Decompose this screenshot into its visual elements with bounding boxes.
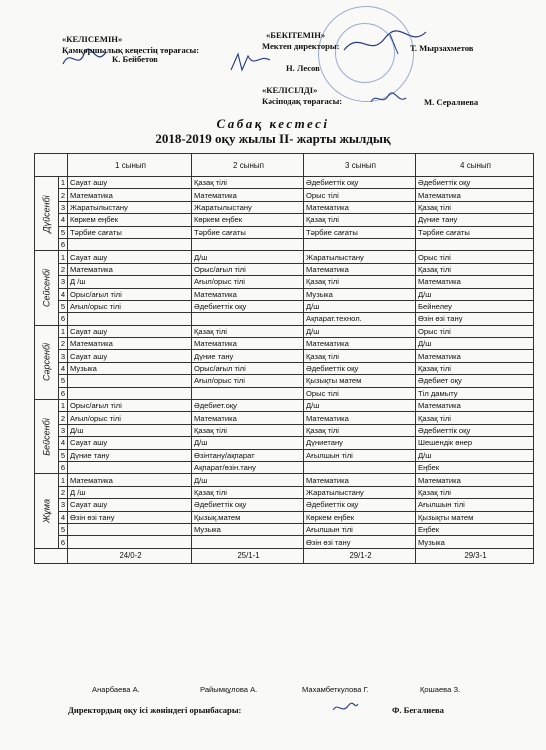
lesson-cell: Ағыл/орыс тілі: [68, 300, 192, 312]
lesson-cell: Сауат ашу: [68, 177, 192, 189]
lesson-number: 2: [59, 338, 68, 350]
room-code: 29/1-2: [304, 548, 416, 563]
lesson-cell: [192, 536, 304, 548]
room-code-row: [35, 548, 534, 563]
lesson-number: 1: [59, 251, 68, 263]
lesson-cell: [68, 523, 192, 535]
lesson-cell: Математика: [416, 189, 534, 201]
lesson-cell: Д /ш: [68, 276, 192, 288]
lesson-cell: Д/ш: [192, 474, 304, 486]
lesson-cell: [68, 375, 192, 387]
lesson-cell: Д/ш: [192, 437, 304, 449]
lesson-cell: Музыка: [304, 288, 416, 300]
lesson-number: 4: [59, 511, 68, 523]
lesson-cell: [192, 313, 304, 325]
lesson-cell: Орыс/ағыл тілі: [68, 288, 192, 300]
class-teacher: Анарбаева А.: [92, 685, 140, 694]
room-code: 29/3-1: [416, 548, 534, 563]
union-role: Кәсіподақ төрағасы:: [262, 96, 343, 106]
director-role: Мектеп директоры:: [262, 41, 340, 51]
lesson-cell: Математика: [192, 338, 304, 350]
lesson-number: 4: [59, 437, 68, 449]
lesson-number: 4: [59, 288, 68, 300]
day-name: Жұма: [41, 499, 51, 524]
lesson-cell: Математика: [416, 350, 534, 362]
lesson-cell: Дүние тану: [416, 214, 534, 226]
lesson-cell: [416, 238, 534, 250]
lesson-cell: Әдебиеттік оқу: [304, 499, 416, 511]
lesson-cell: Қазақ тілі: [192, 325, 304, 337]
day-label: [35, 251, 59, 325]
lesson-row: [35, 449, 534, 461]
lesson-cell: [192, 238, 304, 250]
lesson-cell: Математика: [304, 201, 416, 213]
lesson-cell: Д/ш: [68, 424, 192, 436]
day-label: [35, 400, 59, 474]
lesson-row: [35, 474, 534, 486]
lesson-row: [35, 313, 534, 325]
lesson-cell: Көркем еңбек: [68, 214, 192, 226]
lesson-cell: Өзін өзі тану: [416, 313, 534, 325]
lesson-row: [35, 226, 534, 238]
lesson-cell: Жаратылыстану: [192, 201, 304, 213]
lesson-cell: Қазақ тілі: [416, 362, 534, 374]
lesson-cell: Музыка: [192, 523, 304, 535]
class-header: 2 сынып: [192, 154, 304, 177]
lesson-cell: Математика: [192, 288, 304, 300]
lesson-cell: Музыка: [416, 536, 534, 548]
lesson-number: 3: [59, 276, 68, 288]
lesson-cell: Әдебиеттік оқу: [304, 177, 416, 189]
lesson-cell: Еңбек: [416, 461, 534, 473]
lesson-cell: Д/ш: [416, 449, 534, 461]
lesson-row: [35, 350, 534, 362]
lesson-row: [35, 251, 534, 263]
lesson-cell: Жаратылыстану: [68, 201, 192, 213]
lesson-cell: Сауат ашу: [68, 350, 192, 362]
lesson-cell: Д/ш: [192, 251, 304, 263]
council-role: Қамқоршылық кеңестің төрағасы:: [62, 45, 200, 55]
lesson-row: [35, 338, 534, 350]
lesson-cell: Математика: [416, 474, 534, 486]
lesson-cell: Орыс тілі: [416, 251, 534, 263]
day-label: [35, 177, 59, 251]
lesson-cell: Математика: [68, 263, 192, 275]
lesson-cell: Қазақ тілі: [304, 214, 416, 226]
lesson-cell: Математика: [416, 276, 534, 288]
deputy-role: Директордың оқу ісі жөніндегі орынбасары:: [68, 705, 242, 715]
lesson-cell: Тәрбие сағаты: [68, 226, 192, 238]
lesson-cell: Қазақ тілі: [192, 486, 304, 498]
lesson-row: [35, 177, 534, 189]
lesson-number: 2: [59, 189, 68, 201]
day-name: Сейсенбі: [41, 269, 51, 308]
lesson-row: [35, 362, 534, 374]
lesson-cell: Музыка: [68, 362, 192, 374]
lesson-cell: Қазақ тілі: [416, 263, 534, 275]
lesson-row: [35, 375, 534, 387]
lesson-cell: Д/ш: [416, 288, 534, 300]
approve-title: «БЕКІТЕМІН»: [266, 30, 326, 40]
lesson-number: 3: [59, 201, 68, 213]
lesson-cell: Орыс тілі: [416, 325, 534, 337]
lesson-cell: Ағылшын тілі: [304, 449, 416, 461]
lesson-number: 3: [59, 499, 68, 511]
lesson-cell: Қазақ тілі: [304, 424, 416, 436]
lesson-row: [35, 424, 534, 436]
agreed-title: «КЕЛІСІЛДІ»: [262, 85, 318, 95]
class-teacher: Махамбеткулова Г.: [302, 685, 369, 694]
lesson-cell: Математика: [192, 189, 304, 201]
lesson-row: [35, 437, 534, 449]
day-name: Дүйсенбі: [41, 194, 51, 233]
lesson-number: 5: [59, 375, 68, 387]
lesson-cell: Тәрбие сағаты: [416, 226, 534, 238]
lesson-number: 6: [59, 313, 68, 325]
deputy-name: Ф. Бегалиева: [392, 705, 444, 715]
lesson-number: 6: [59, 238, 68, 250]
lesson-row: [35, 486, 534, 498]
lesson-cell: Тіл дамыту: [416, 387, 534, 399]
director-name: Т. Мырзахметов: [410, 43, 474, 53]
lesson-cell: Ағыл/орыс тілі: [192, 276, 304, 288]
lesson-cell: [68, 313, 192, 325]
header-corner: [35, 154, 68, 177]
lesson-row: [35, 511, 534, 523]
deputy-signature: [330, 700, 360, 716]
lesson-cell: Өзін өзі тану: [304, 536, 416, 548]
lesson-cell: Әдебиеттік оқу: [192, 300, 304, 312]
lesson-cell: Орыс/ағыл тілі: [192, 362, 304, 374]
council-name: К. Бейбетов: [112, 54, 158, 64]
lesson-cell: Орыс/ағыл тілі: [192, 263, 304, 275]
lesson-cell: Қызықты матем: [416, 511, 534, 523]
lesson-number: 1: [59, 474, 68, 486]
lesson-cell: Өзінтану/ақпарат: [192, 449, 304, 461]
lesson-cell: Сауат ашу: [68, 499, 192, 511]
lesson-cell: Қазақ тілі: [304, 276, 416, 288]
date-signature: [228, 50, 273, 74]
lesson-cell: Тәрбие сағаты: [304, 226, 416, 238]
lesson-cell: Д/ш: [304, 300, 416, 312]
lesson-cell: Математика: [304, 412, 416, 424]
lesson-cell: Тәрбие сағаты: [192, 226, 304, 238]
lesson-row: [35, 263, 534, 275]
lesson-cell: Қазақ тілі: [416, 486, 534, 498]
lesson-cell: [68, 387, 192, 399]
lesson-cell: Көркем еңбек: [192, 214, 304, 226]
lesson-cell: Әдебиет.оқу: [192, 400, 304, 412]
lesson-cell: Әдебиеттік оқу: [416, 177, 534, 189]
lesson-number: 2: [59, 263, 68, 275]
lesson-number: 6: [59, 387, 68, 399]
room-code-corner: [35, 548, 68, 563]
lesson-cell: Әдебиет оқу: [416, 375, 534, 387]
lesson-number: 4: [59, 362, 68, 374]
lesson-cell: Жаратылыстану: [304, 251, 416, 263]
lesson-cell: Сауат ашу: [68, 251, 192, 263]
class-header-row: [35, 154, 534, 177]
lesson-row: [35, 201, 534, 213]
lesson-row: [35, 461, 534, 473]
lesson-row: [35, 536, 534, 548]
lesson-number: 3: [59, 350, 68, 362]
lesson-row: [35, 499, 534, 511]
lesson-cell: Қызықты матем: [304, 375, 416, 387]
lesson-cell: Ағылшын тілі: [304, 523, 416, 535]
lesson-row: [35, 523, 534, 535]
lesson-cell: Математика: [68, 474, 192, 486]
lesson-cell: Математика: [68, 189, 192, 201]
lesson-cell: Әдебиеттік оқу: [416, 424, 534, 436]
lesson-cell: Орыс/ағыл тілі: [68, 400, 192, 412]
lesson-number: 5: [59, 449, 68, 461]
lesson-number: 5: [59, 226, 68, 238]
day-name: Сәрсенбі: [41, 343, 51, 382]
lesson-cell: Сауат ашу: [68, 437, 192, 449]
lesson-cell: Ақпарат.технол.: [304, 313, 416, 325]
lesson-cell: Еңбек: [416, 523, 534, 535]
lesson-cell: Орыс тілі: [304, 189, 416, 201]
lesson-cell: Дүние тану: [68, 449, 192, 461]
lesson-cell: Бейнелеу: [416, 300, 534, 312]
lesson-row: [35, 387, 534, 399]
lesson-number: 1: [59, 325, 68, 337]
lesson-cell: Дүние тану: [192, 350, 304, 362]
lesson-cell: Орыс тілі: [304, 387, 416, 399]
document-title: Сабақ кестесі: [216, 116, 330, 131]
day-name: Бейсенбі: [41, 418, 51, 456]
lesson-cell: Ақпарат/өзін.тану: [192, 461, 304, 473]
lesson-row: [35, 400, 534, 412]
lesson-row: [35, 189, 534, 201]
lesson-cell: Ағыл/орыс тілі: [192, 375, 304, 387]
lesson-cell: Математика: [416, 400, 534, 412]
lesson-row: [35, 214, 534, 226]
lesson-row: [35, 276, 534, 288]
room-code: 24/0-2: [68, 548, 192, 563]
lesson-cell: Қазақ тілі: [192, 177, 304, 189]
director-name-2: Н. Лесов: [286, 63, 320, 73]
lesson-cell: Көркем еңбек: [304, 511, 416, 523]
lesson-cell: [304, 461, 416, 473]
lesson-row: [35, 300, 534, 312]
room-code: 25/1-1: [192, 548, 304, 563]
lesson-cell: Д/ш: [304, 325, 416, 337]
lesson-cell: Математика: [304, 263, 416, 275]
lesson-number: 2: [59, 412, 68, 424]
lesson-number: 6: [59, 536, 68, 548]
lesson-cell: Дүниетану: [304, 437, 416, 449]
lesson-row: [35, 288, 534, 300]
day-label: [35, 474, 59, 548]
lesson-cell: Қазақ тілі: [192, 424, 304, 436]
class-header: 3 сынып: [304, 154, 416, 177]
lesson-cell: Математика: [68, 338, 192, 350]
lesson-cell: Қазақ тілі: [416, 201, 534, 213]
lesson-cell: Жаратылыстану: [304, 486, 416, 498]
lesson-number: 5: [59, 300, 68, 312]
class-header: 4 сынып: [416, 154, 534, 177]
lesson-cell: Өзін өзі тану: [68, 511, 192, 523]
lesson-number: 6: [59, 461, 68, 473]
lesson-cell: [68, 461, 192, 473]
lesson-cell: Қазақ тілі: [416, 412, 534, 424]
lesson-cell: Әдебиеттік оқу: [192, 499, 304, 511]
document-subtitle: 2018-2019 оқу жылы ІІ- жарты жылдық: [155, 131, 391, 146]
lesson-cell: Д /ш: [68, 486, 192, 498]
lesson-number: 2: [59, 486, 68, 498]
class-header: 1 сынып: [68, 154, 192, 177]
lesson-cell: Әдебиеттік оқу: [304, 362, 416, 374]
class-teacher: Райымқұлова А.: [200, 685, 258, 694]
lesson-cell: [192, 387, 304, 399]
lesson-cell: Д/ш: [304, 400, 416, 412]
lesson-cell: Математика: [304, 338, 416, 350]
lesson-number: 1: [59, 400, 68, 412]
lesson-cell: [304, 238, 416, 250]
lesson-number: 3: [59, 424, 68, 436]
lesson-cell: Сауат ашу: [68, 325, 192, 337]
agree-title: «КЕЛІСЕМІН»: [62, 34, 123, 44]
lesson-number: 5: [59, 523, 68, 535]
schedule-table: [34, 153, 534, 564]
lesson-number: 4: [59, 214, 68, 226]
lesson-cell: Ағылшын тілі: [416, 499, 534, 511]
lesson-row: [35, 412, 534, 424]
day-label: [35, 325, 59, 399]
lesson-cell: Ағыл/орыс тілі: [68, 412, 192, 424]
union-name: М. Сералиева: [424, 97, 479, 107]
lesson-cell: Математика: [192, 412, 304, 424]
lesson-cell: [68, 536, 192, 548]
lesson-number: 1: [59, 177, 68, 189]
lesson-cell: Д/ш: [416, 338, 534, 350]
lesson-cell: [68, 238, 192, 250]
lesson-row: [35, 325, 534, 337]
lesson-cell: Математика: [304, 474, 416, 486]
lesson-cell: Қазақ тілі: [304, 350, 416, 362]
lesson-cell: Шешендік өнер: [416, 437, 534, 449]
lesson-row: [35, 238, 534, 250]
class-teacher: Қошаева З.: [420, 685, 461, 694]
lesson-cell: Қызық.матем: [192, 511, 304, 523]
union-signature: [368, 90, 408, 108]
